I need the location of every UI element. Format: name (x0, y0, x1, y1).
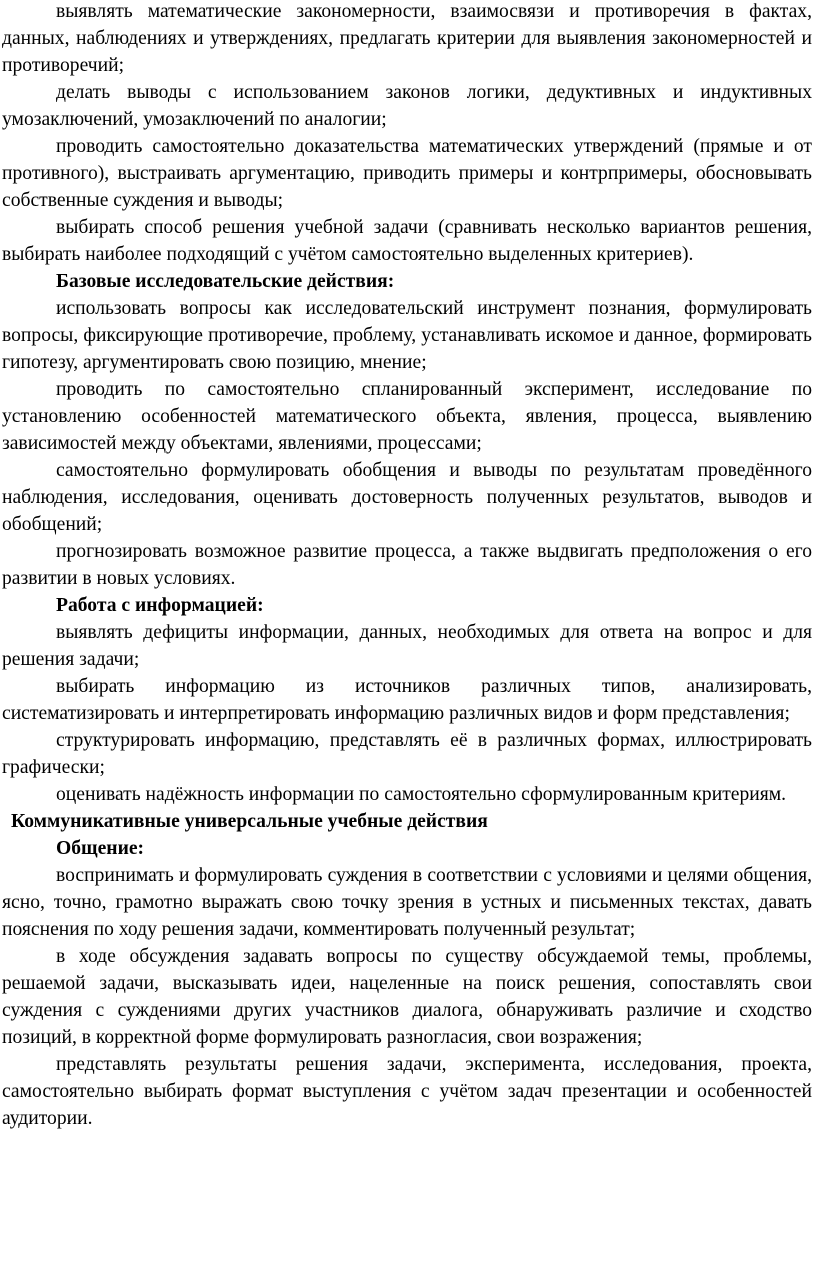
paragraph-forecast: прогнозировать возможное развитие процесса, а также выдвигать предположения о его развитии в новых условиях. (2, 541, 812, 589)
paragraph-judgements: воспринимать и формулировать суждения в соответствии с условиями и целями общения, ясно, точно, грамотно выражать свою точку зрения в устных и письменных текстах, давать пояснения по ходу решения задачи, комментировать полученный результат; (2, 865, 812, 940)
paragraph-solution-method: выбирать способ решения учебной задачи (сравнивать несколько вариантов решения, выбирать наиболее подходящий с учётом самостоятельно выделенных критериев). (2, 217, 812, 265)
paragraph-info-structure: структурировать информацию, представлять её в различных формах, иллюстрировать графически; (2, 730, 812, 778)
heading-communicative-actions: Коммуникативные универсальные учебные действия (11, 811, 488, 832)
heading-communication: Общение: (56, 838, 145, 859)
paragraph-proofs: проводить самостоятельно доказательства математических утверждений (прямые и от противного), выстраивать аргументацию, приводить примеры и контрпримеры, обосновывать собственные суждения и выводы; (2, 136, 812, 211)
paragraph-generalizations: самостоятельно формулировать обобщения и выводы по результатам проведённого наблюдения, исследования, оценивать достоверность полученных результатов, выводов и обобщений; (2, 460, 812, 535)
heading-information: Работа с информацией: (56, 595, 264, 616)
paragraph-info-reliability: оценивать надёжность информации по самостоятельно сформулированным критериям. (56, 784, 787, 805)
paragraph-presentation: представлять результаты решения задачи, эксперимента, исследования, проекта, самостоятельно выбирать формат выступления с учётом задач презентации и особенностей аудитории. (2, 1054, 812, 1129)
heading-research-actions: Базовые исследовательские действия: (56, 271, 395, 292)
paragraph-discussion: в ходе обсуждения задавать вопросы по существу обсуждаемой темы, проблемы, решаемой задачи, высказывать идеи, нацеленные на поиск решения, сопоставлять свои суждения с суждениями других участников диалога, обнаруживать различие и сходство позиций, в корректной форме формулировать разногласия, свои возражения; (2, 946, 812, 1048)
paragraph-info-sources: выбирать информацию из источников различных типов, анализировать, систематизировать и интерпретировать информацию различных видов и форм представления; (2, 676, 812, 724)
paragraph-questions: использовать вопросы как исследовательский инструмент познания, формулировать вопросы, фиксирующие противоречие, проблему, устанавливать искомое и данное, формировать гипотезу, аргументировать свою позицию, мнение; (2, 298, 812, 373)
paragraph-patterns: выявлять математические закономерности, взаимосвязи и противоречия в фактах, данных, наблюдениях и утверждениях, предлагать критерии для выявления закономерностей и противоречий; (2, 1, 812, 76)
paragraph-logic-conclusions: делать выводы с использованием законов логики, дедуктивных и индуктивных умозаключений, умозаключений по аналогии; (2, 82, 812, 130)
paragraph-experiment: проводить по самостоятельно спланированный эксперимент, исследование по установлению особенностей математического объекта, явления, процесса, выявлению зависимостей между объектами, явлениями, процессами; (2, 379, 812, 454)
paragraph-info-deficits: выявлять дефициты информации, данных, необходимых для ответа на вопрос и для решения задачи; (2, 622, 812, 670)
